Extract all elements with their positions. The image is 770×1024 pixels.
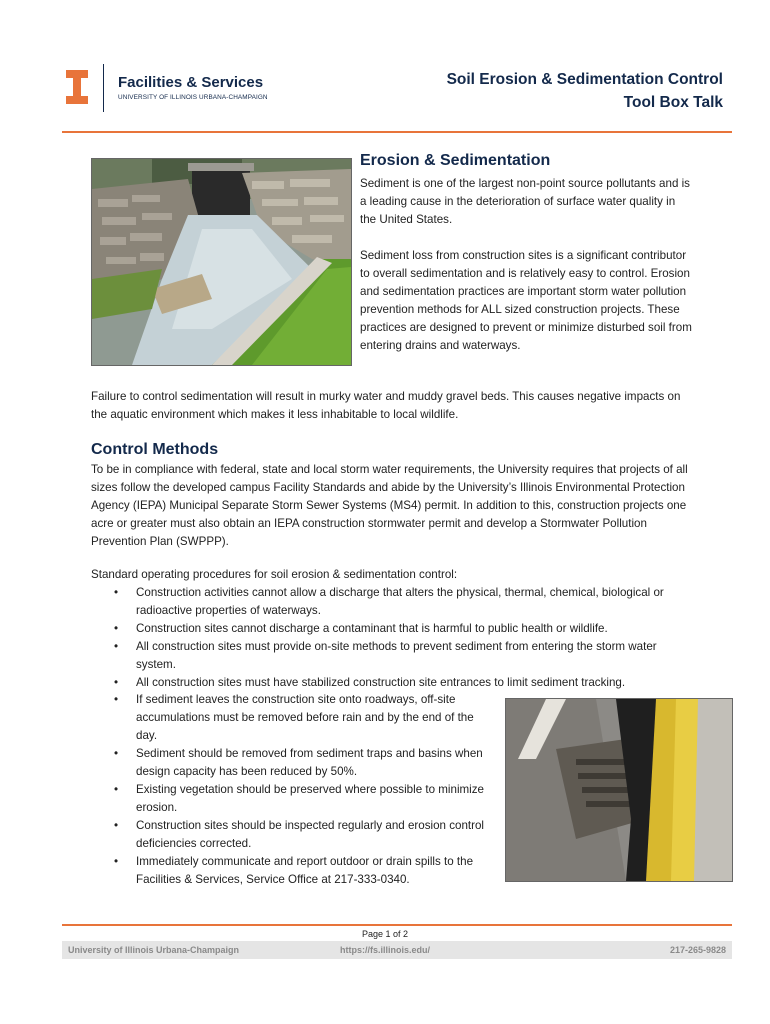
list-item <box>91 691 493 745</box>
title-line-1: Soil Erosion & Sedimentation Control <box>446 71 723 88</box>
list-item-text: All construction sites must have stabilized construction site entrances to limit sediment tracking. <box>136 676 626 689</box>
list-item-text: Construction sites should be inspected regularly and erosion control deficiencies corrected. <box>136 819 485 850</box>
bullet-icon: • <box>114 622 119 635</box>
list-item <box>91 781 493 817</box>
list-item-text: Immediately communicate and report outdoor or drain spills to the Facilities & Services, Service Office at 217-333-0340. <box>136 855 474 886</box>
list-item-text: Construction activities cannot allow a discharge that alters the physical, thermal, chemical, biological or radioactive properties of waterways. <box>136 586 664 617</box>
bullet-icon: • <box>114 747 119 760</box>
page-number: Page 1 of 2 <box>361 929 409 939</box>
footer-rule <box>62 924 732 926</box>
org-name: Facilities & Services <box>118 74 264 91</box>
bullet-icon: • <box>114 586 119 599</box>
block-i-logo-icon <box>66 70 88 104</box>
erosion-heading: Erosion & Sedimentation <box>360 152 551 169</box>
list-item-text: Construction sites cannot discharge a contaminant that is harmful to public health or wildlife. <box>136 622 608 635</box>
list-item <box>91 853 493 889</box>
failure-paragraph: Failure to control sedimentation will result in murky water and muddy gravel beds. This causes negative impacts on the aquatic environment which makes it less inhabitable to local wildlife. <box>91 390 681 421</box>
bullet-icon: • <box>114 783 119 796</box>
title-line-2: Tool Box Talk <box>623 94 723 111</box>
list-item <box>91 638 691 674</box>
document-title <box>447 68 723 114</box>
bullet-icon: • <box>114 676 119 689</box>
logo-divider <box>103 64 104 112</box>
erosion-paragraph-2: Sediment loss from construction sites is a significant contributor to overall sedimentation and is relatively easy to control. Erosion and sedimentation practices are important storm water pollution prevention methods for ALL sized construction projects. These practices are designed to prevent or minimize disturbed soil from entering drains and waterways. <box>360 249 692 352</box>
header-rule <box>62 131 732 133</box>
sop-list-top <box>91 584 691 692</box>
bullet-icon: • <box>114 693 119 706</box>
erosion-paragraph-1: Sediment is one of the largest non-point source pollutants and is a leading cause in the deterioration of surface water quality in the United States. <box>360 177 690 226</box>
control-methods-paragraph: To be in compliance with federal, state and local storm water requirements, the University requires that projects of all sizes follow the developed campus Facility Standards and abide by the University’s Illinois Environmental Protection Agency (IEPA) Municipal Separate Storm Sewer Systems (MS4) permit. In addition to this, construction projects one acre or greater must also obtain an IEPA construction stormwater permit and develop a Stormwater Pollution Prevention Plan (SWPPP). <box>91 463 688 548</box>
sop-intro: Standard operating procedures for soil erosion & sedimentation control: <box>91 568 458 581</box>
list-item <box>91 620 691 638</box>
list-item <box>91 745 493 781</box>
sop-list-bottom <box>91 691 493 889</box>
stone-channel-photo <box>91 158 352 366</box>
list-item <box>91 674 691 692</box>
storm-drain-photo <box>505 698 733 882</box>
footer-website-link[interactable]: https://fs.illinois.edu/ <box>340 945 430 955</box>
list-item <box>91 584 691 620</box>
footer-phone: 217-265-9828 <box>669 945 726 955</box>
bullet-icon: • <box>114 855 119 868</box>
list-item-text: Sediment should be removed from sediment traps and basins when design capacity has been reduced by 50%. <box>136 747 483 778</box>
org-subtitle: UNIVERSITY OF ILLINOIS URBANA-CHAMPAIGN <box>118 94 268 101</box>
bullet-icon: • <box>114 640 119 653</box>
list-item-text: If sediment leaves the construction site onto roadways, off-site accumulations must be removed before rain and by the end of the day. <box>136 693 474 742</box>
list-item-text: All construction sites must provide on-site methods to prevent sediment from entering the storm water system. <box>136 640 657 671</box>
list-item-text: Existing vegetation should be preserved where possible to minimize erosion. <box>136 783 484 814</box>
list-item <box>91 817 493 853</box>
bullet-icon: • <box>114 819 119 832</box>
footer-university: University of Illinois Urbana-Champaign <box>68 945 240 955</box>
control-methods-heading: Control Methods <box>91 441 219 458</box>
